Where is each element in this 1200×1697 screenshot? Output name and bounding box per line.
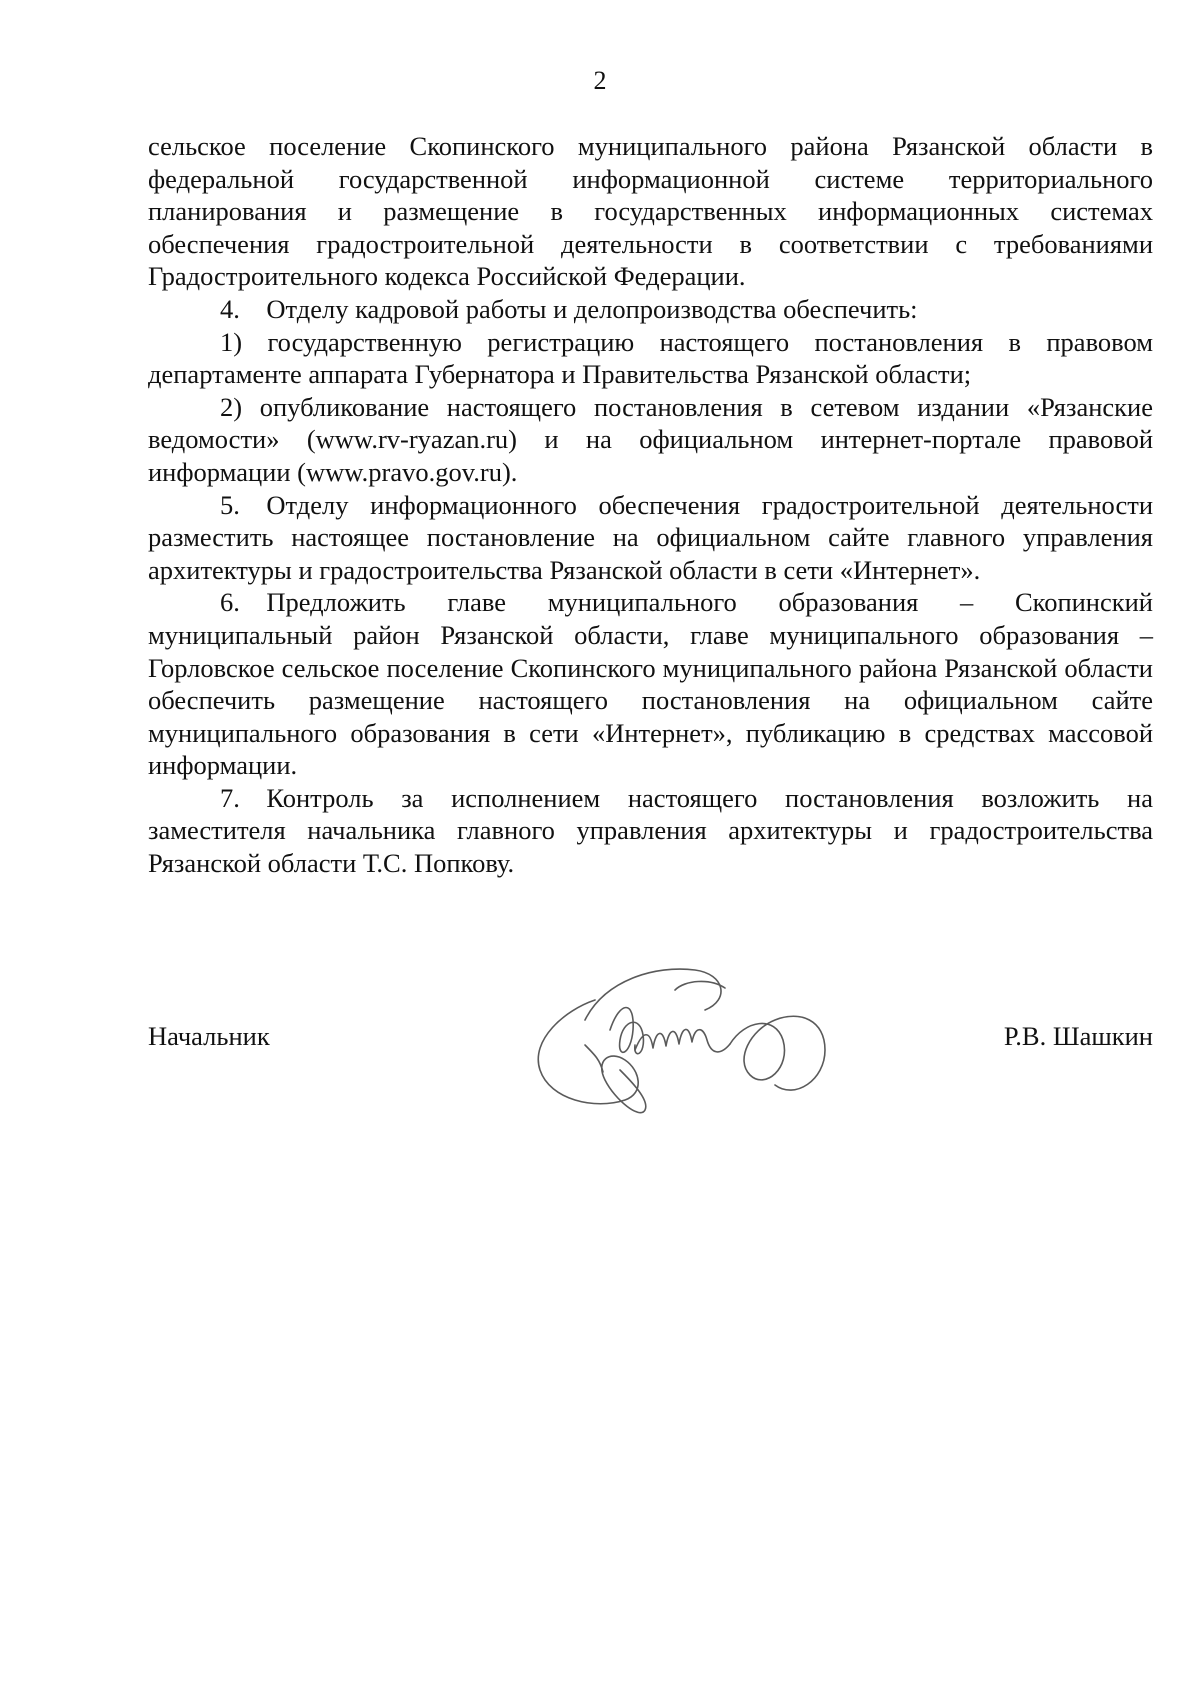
paragraph-item-7: 7. Контроль за исполнением настоящего постановления возложить на заместителя начальника главного управления архитектуры и градостроительства Рязанской области Т.С. Попкову.: [148, 782, 1153, 879]
signatory-name: Р.В. Шашкин: [1003, 1021, 1153, 1051]
paragraph-subitem-2: 2) опубликование настоящего постановления в сетевом издании «Рязанские ведомости» (www.rv-ryazan.ru) и на официальном интернет-портале правовой информации (www.pravo.gov.ru).: [148, 391, 1153, 487]
paragraph-subitem-1: 1) государственную регистрацию настоящего постановления в правовом департаменте аппарата Губернатора и Правительства Рязанской области;: [148, 326, 1153, 390]
document-body: [148, 130, 1153, 880]
paragraph-item-5: 5. Отделу информационного обеспечения градостроительной деятельности разместить настоящее постановление на официальном сайте главного управления архитектуры и градостроительства Рязанской области в сети «Интернет».: [148, 489, 1153, 585]
paragraph-item-4: 4. Отделу кадровой работы и делопроизводства обеспечить:: [220, 293, 918, 324]
paragraph-item-6: 6. Предложить главе муниципального образования – Скопинский муниципальный район Рязанской области, главе муниципального образования – Горловское сельское поселение Скопинского муниципального района Рязанской области обеспечить размещение настоящего постановления на официальном сайте муниципального образования в сети «Интернет», публикацию в средствах массовой информации.: [148, 587, 1153, 781]
page-number: 2: [593, 66, 607, 95]
signatory-title: Начальник: [148, 1021, 270, 1051]
paragraph-continuation: сельское поселение Скопинского муниципального района Рязанской области в федеральной государственной информационной системе территориального планирования и размещение в государственных информационных системах обеспечения градостроительной деятельности в соответствии с требованиями Градостроительного кодекса Российской Федерации.: [148, 131, 1153, 292]
handwritten-signature: [525, 960, 885, 1130]
